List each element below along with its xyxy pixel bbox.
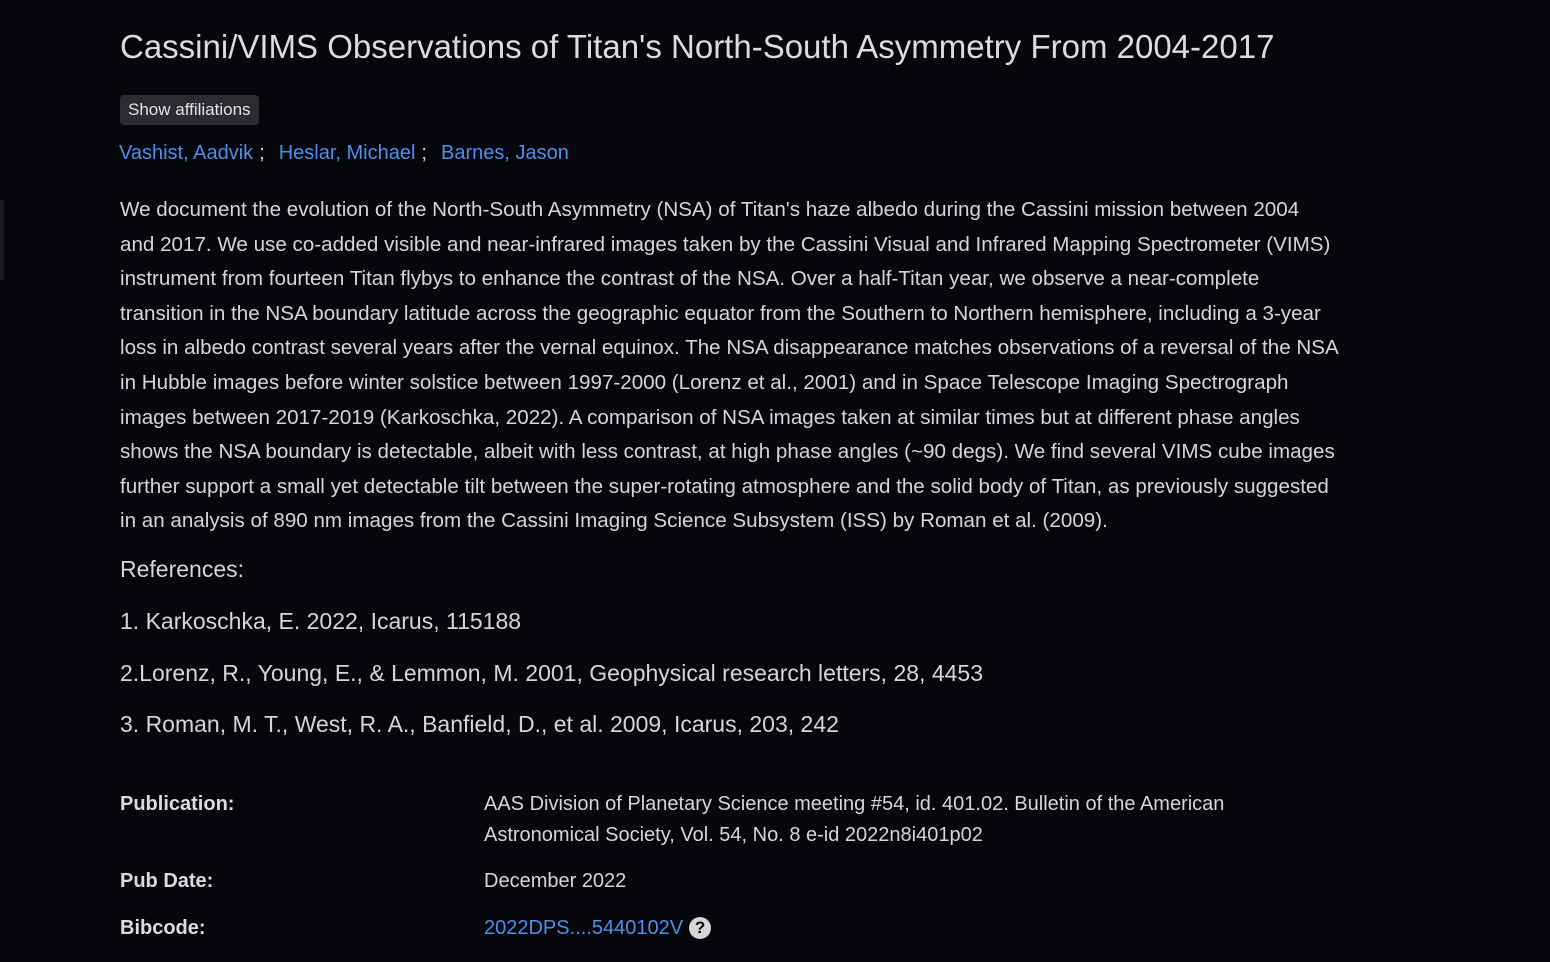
author-separator: ; — [259, 142, 265, 164]
bibcode-link[interactable]: 2022DPS....5440102V — [484, 917, 684, 939]
author-link[interactable]: Heslar, Michael — [278, 142, 416, 164]
article-title: Cassini/VIMS Observations of Titan's North-South Asymmetry From 2004-2017 — [120, 28, 1275, 65]
references-heading: References: — [120, 556, 245, 582]
publication-line: AAS Division of Planetary Science meeting #54, id. 401.02. Bulletin of the American — [484, 793, 1225, 815]
author-link[interactable]: Barnes, Jason — [440, 142, 569, 164]
publication-line: Astronomical Society, Vol. 54, No. 8 e-id 2022n8i401p02 — [484, 824, 983, 846]
abstract-line: further support a small yet detectable tilt between the super-rotating atmosphere and the solid body of Titan, as previously suggested — [120, 474, 1329, 498]
pub-date-label: Pub Date: — [120, 870, 214, 892]
abstract-line: shows the NSA boundary is detectable, albeit with less contrast, at high phase angles (~90 degs). We find several VIMS cube images — [120, 440, 1335, 464]
abstract-line: in an analysis of 890 nm images from the Cassini Imaging Science Subsystem (ISS) by Roman et al. (2009). — [120, 509, 1108, 533]
author-list — [119, 142, 569, 165]
abstract-line: We document the evolution of the North-South Asymmetry (NSA) of Titan's haze albedo during the Cassini mission between 2004 — [120, 198, 1300, 221]
reference-item: 3. Roman, M. T., West, R. A., Banfield, D., et al. 2009, Icarus, 203, 242 — [120, 711, 839, 737]
abstract-line: in Hubble images before winter solstice between 1997-2000 (Lorenz et al., 2001) and in Space Telescope Imaging Spectrograph — [120, 370, 1289, 394]
bibcode-value — [484, 913, 711, 944]
window-edge — [0, 200, 4, 280]
show-affiliations-button[interactable]: Show affiliations — [120, 95, 259, 125]
abstract-line: instrument from fourteen Titan flybys to enhance the contrast of the NSA. Over a half-Titan year, we observe a near-complete — [120, 267, 1260, 291]
pub-date-value: December 2022 — [484, 870, 627, 892]
bibcode-label: Bibcode: — [120, 917, 206, 939]
author-separator: ; — [421, 142, 427, 164]
abstract-text — [120, 193, 1410, 539]
abstract-line: transition in the NSA boundary latitude across the geographic equator from the Southern to Northern hemisphere, including a 3-year — [120, 301, 1321, 325]
author-link[interactable]: Vashist, Aadvik — [119, 142, 254, 164]
publication-label: Publication: — [120, 793, 235, 815]
reference-item: 2.Lorenz, R., Young, E., & Lemmon, M. 2001, Geophysical research letters, 28, 4453 — [120, 660, 983, 686]
abstract-line: and 2017. We use co-added visible and near-infrared images taken by the Cassini Visual and Infrared Mapping Spectrometer (VIMS) — [120, 232, 1331, 256]
reference-item: 1. Karkoschka, E. 2022, Icarus, 115188 — [120, 608, 522, 634]
abstract-line: images between 2017-2019 (Karkoschka, 2022). A comparison of NSA images taken at similar times but at different phase angles — [120, 405, 1300, 429]
publication-value — [484, 789, 1224, 851]
abstract-line: loss in albedo contrast several years after the vernal equinox. The NSA disappearance matches observations of a reversal of the NSA — [120, 336, 1339, 360]
question-circle-icon[interactable]: ? — [689, 917, 711, 939]
